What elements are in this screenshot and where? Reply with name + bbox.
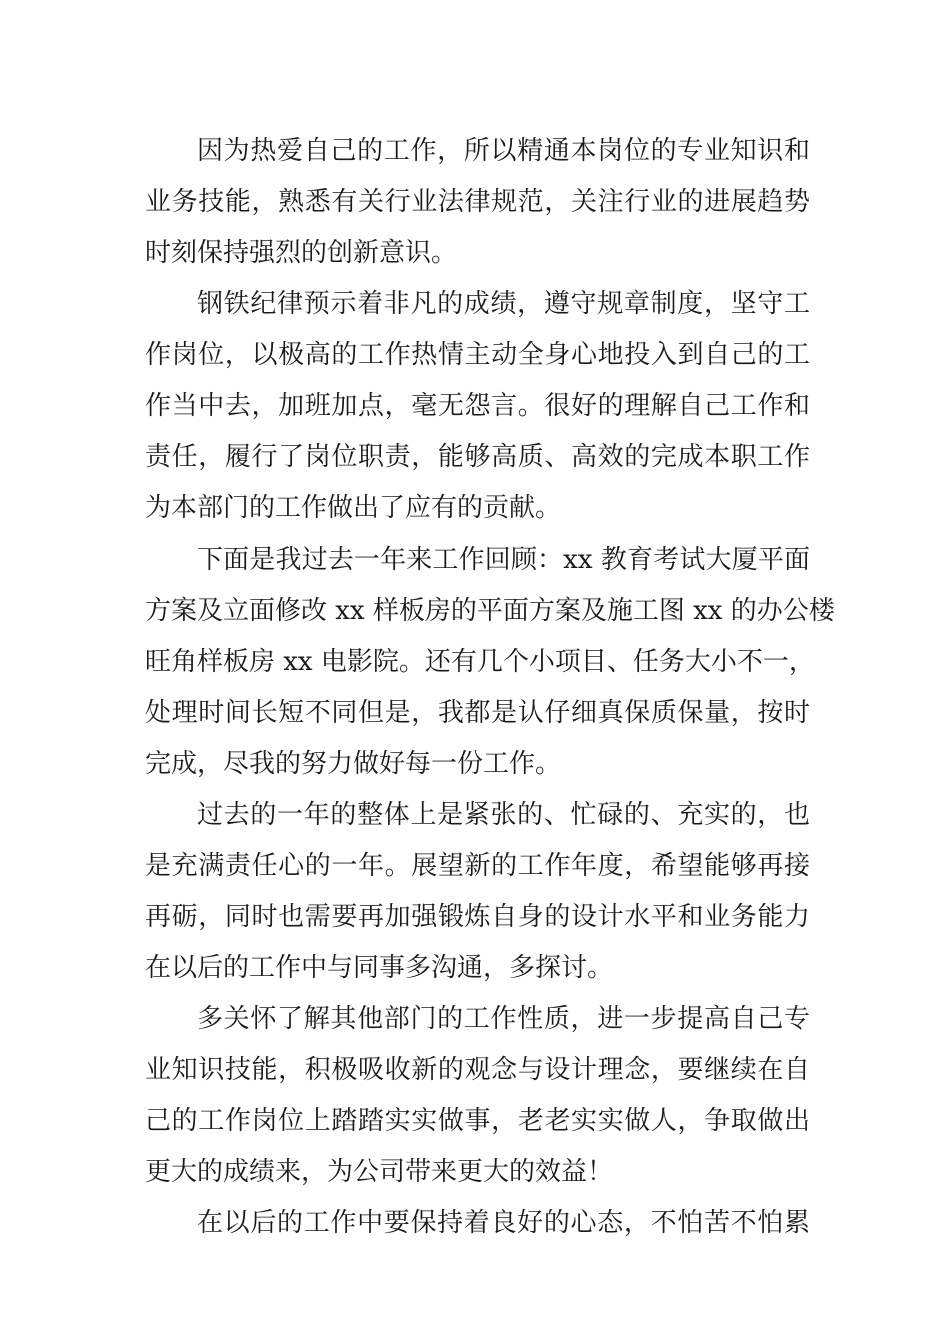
paragraph-5-line-3: 己的工作岗位上踏踏实实做事，老老实实做人，争取做出 (145, 1106, 810, 1136)
paragraph-2-line-3: 作当中去，加班加点，毫无怨言。很好的理解自己工作和 (145, 391, 810, 421)
paragraph-3-line-3: 旺角样板房 xx 电影院。还有几个小项目、任务大小不一， (145, 647, 815, 677)
paragraph-5-line-2: 业知识技能，积极吸收新的观念与设计理念，要继续在自 (145, 1055, 810, 1085)
paragraph-3-line-1: 下面是我过去一年来工作回顾：xx 教育考试大厦平面 (197, 545, 810, 575)
paragraph-3-line-4: 处理时间长短不同但是，我都是认仔细真保质保量，按时 (145, 698, 810, 728)
paragraph-2-line-5: 为本部门的工作做出了应有的贡献。 (145, 493, 562, 523)
paragraph-4-line-4: 在以后的工作中与同事多沟通，多探讨。 (145, 953, 614, 983)
paragraph-4-line-3: 再砺，同时也需要再加强锻炼自身的设计水平和业务能力 (145, 902, 810, 932)
paragraph-5-line-1: 多关怀了解其他部门的工作性质，进一步提高自己专 (197, 1004, 810, 1034)
paragraph-3-line-5: 完成，尽我的努力做好每一份工作。 (145, 749, 562, 779)
paragraph-6-line-1: 在以后的工作中要保持着良好的心态，不怕苦不怕累 (197, 1208, 810, 1238)
paragraph-2-line-4: 责任，履行了岗位职责，能够高质、高效的完成本职工作 (145, 442, 810, 472)
paragraph-2-line-1: 钢铁纪律预示着非凡的成绩，遵守规章制度，坚守工 (197, 289, 810, 319)
paragraph-1-line-2: 业务技能，熟悉有关行业法律规范，关注行业的进展趋势 (145, 187, 810, 217)
paragraph-4-line-2: 是充满责任心的一年。展望新的工作年度，希望能够再接 (145, 851, 810, 881)
paragraph-1-line-3: 时刻保持强烈的创新意识。 (145, 238, 458, 268)
paragraph-1-line-1: 因为热爱自己的工作，所以精通本岗位的专业知识和 (197, 136, 810, 166)
paragraph-5-line-4: 更大的成绩来，为公司带来更大的效益！ (145, 1157, 614, 1187)
paragraph-2-line-2: 作岗位，以极高的工作热情主动全身心地投入到自己的工 (145, 340, 810, 370)
paragraph-4-line-1: 过去的一年的整体上是紧张的、忙碌的、充实的，也 (197, 800, 810, 830)
paragraph-3-line-2: 方案及立面修改 xx 样板房的平面方案及施工图 xx 的办公楼 (145, 596, 835, 626)
